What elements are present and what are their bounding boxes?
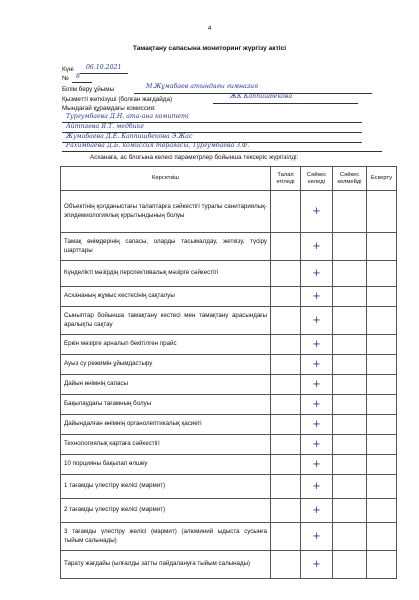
row-noncompliant	[333, 335, 367, 355]
row-indicator: 1 тағамды үлестіру желісі (мармит)	[61, 475, 271, 499]
row-compliant-mark: +	[301, 475, 333, 499]
row-compliant-mark: +	[301, 287, 333, 307]
row-indicator: 3 тағамды үлестіру желісі (мармит) (алюминий ыдыста сусынға тыйым салынады)	[61, 523, 271, 551]
row-note	[367, 435, 397, 455]
commission-underline-4	[62, 151, 382, 152]
commission-label: Мындағай құрамдағы комиссия:	[62, 105, 156, 112]
commission-line-3: Жумабаева Д.Е. Каппишбекова Э.Жас	[66, 133, 193, 140]
table-row	[61, 551, 397, 579]
row-compliant-mark: +	[301, 415, 333, 435]
table-row	[61, 261, 397, 287]
row-noncompliant	[333, 287, 367, 307]
row-noncompliant	[333, 261, 367, 287]
row-required	[271, 335, 301, 355]
row-required	[271, 475, 301, 499]
row-compliant-mark: +	[301, 395, 333, 415]
row-indicator: Дайындалған өнімнің органолептикалық қасиеті	[61, 415, 271, 435]
row-indicator: Дайын өнімнің сапасы	[61, 375, 271, 395]
service-value: ЖК Каппишбекова	[230, 93, 293, 100]
row-noncompliant	[333, 475, 367, 499]
row-indicator: Технологиялық картаға сәйкестігі	[61, 435, 271, 455]
row-compliant-mark: +	[301, 307, 333, 335]
service-underline	[213, 103, 358, 104]
commission-line-2: Айтпаева Я.Т. медбике	[66, 123, 144, 130]
table-header-row	[61, 167, 397, 191]
row-required	[271, 435, 301, 455]
row-note	[367, 287, 397, 307]
table-row	[61, 307, 397, 335]
table-row	[61, 191, 397, 233]
row-required	[271, 499, 301, 523]
row-indicator: Тарату жағдайы (ылғалды затты пайдалануға тыйым салынады)	[61, 551, 271, 579]
page-number: 4	[207, 26, 212, 32]
row-noncompliant	[333, 499, 367, 523]
row-indicator: Тамақ өнімдерінің сапасы, оларды тасымалдау, жеткізу, түсіру шарттары	[61, 233, 271, 261]
row-compliant-mark: +	[301, 191, 333, 233]
row-compliant-mark: +	[301, 523, 333, 551]
table-row	[61, 355, 397, 375]
row-note	[367, 415, 397, 435]
header-note: Ескерту	[367, 167, 397, 191]
number-underline	[72, 82, 92, 83]
row-noncompliant	[333, 395, 367, 415]
row-noncompliant	[333, 455, 367, 475]
row-note	[367, 261, 397, 287]
row-noncompliant	[333, 375, 367, 395]
number-label: №	[62, 75, 69, 82]
row-compliant-mark: +	[301, 551, 333, 579]
header-required: Талап етіледі	[271, 167, 301, 191]
row-note	[367, 523, 397, 551]
intro-text: Асханаға, ас блогына келесі параметрлер бойынша тексеріс жүргізілді:	[90, 154, 299, 161]
row-note	[367, 375, 397, 395]
row-noncompliant	[333, 435, 367, 455]
row-note	[367, 551, 397, 579]
row-indicator: 10 порцияны бақылап өлшеу	[61, 455, 271, 475]
row-indicator: Күнделікті мәзірдің перспективалық мәзірге сәйкестігі	[61, 261, 271, 287]
row-required	[271, 395, 301, 415]
commission-line-1: Тургумбаева Д.Н. ата-ана комитеті	[66, 113, 189, 120]
row-compliant-mark: +	[301, 499, 333, 523]
table-row	[61, 287, 397, 307]
row-note	[367, 335, 397, 355]
date-underline	[80, 73, 128, 74]
row-compliant-mark: +	[301, 455, 333, 475]
row-indicator: Ауыз су режимін ұйымдастыру	[61, 355, 271, 375]
row-noncompliant	[333, 415, 367, 435]
row-required	[271, 307, 301, 335]
row-note	[367, 307, 397, 335]
row-noncompliant	[333, 191, 367, 233]
row-indicator: Сыныптар бойынша тамақтану кестесі мен тамақтану арасындағы аралықты сақтау	[61, 307, 271, 335]
header-noncompliant: Сәйкес келмейді	[333, 167, 367, 191]
monitoring-table	[60, 166, 397, 579]
row-required	[271, 355, 301, 375]
row-required	[271, 287, 301, 307]
row-indicator: Объектінің қолданыстағы талаптарға сәйкестігі туралы санитариялық-эпидемиологиялық қорытындының болуы	[61, 191, 271, 233]
table-row	[61, 435, 397, 455]
row-note	[367, 499, 397, 523]
table-row	[61, 499, 397, 523]
row-noncompliant	[333, 523, 367, 551]
row-compliant-mark: +	[301, 435, 333, 455]
row-note	[367, 191, 397, 233]
date-value: 06.10.2021	[86, 64, 122, 71]
table-row	[61, 233, 397, 261]
row-required	[271, 523, 301, 551]
row-required	[271, 551, 301, 579]
service-label: Қызметті жеткізуші (болған жағдайда)	[62, 96, 173, 103]
row-required	[271, 455, 301, 475]
row-compliant-mark: +	[301, 233, 333, 261]
row-compliant-mark: +	[301, 335, 333, 355]
school-value: М.Жұмабаев атындағы гимназия	[146, 83, 259, 90]
row-note	[367, 355, 397, 375]
row-indicator: Бақылаудағы тағамның болуы	[61, 395, 271, 415]
row-indicator: 2 тағамды үлестіру желісі (мармит)	[61, 499, 271, 523]
table-row	[61, 335, 397, 355]
row-note	[367, 475, 397, 499]
row-compliant-mark: +	[301, 261, 333, 287]
header-compliant: Сәйкес келеді	[301, 167, 333, 191]
row-note	[367, 395, 397, 415]
table-row	[61, 523, 397, 551]
row-required	[271, 191, 301, 233]
table-row	[61, 395, 397, 415]
number-value: 8	[76, 73, 80, 80]
row-noncompliant	[333, 233, 367, 261]
row-indicator: Еркін мәзірге арналып бекітілген прайс	[61, 335, 271, 355]
row-noncompliant	[333, 355, 367, 375]
header-indicator: Көрсеткіш	[61, 167, 271, 191]
row-noncompliant	[333, 307, 367, 335]
row-indicator: Асхананың жұмыс кестесінің сақталуы	[61, 287, 271, 307]
commission-line-4: Рахимбаева Д.Б. комиссия төрағасы, Тургумбаева З.Ф.	[66, 142, 250, 149]
table-row	[61, 475, 397, 499]
table-row	[61, 455, 397, 475]
document-title: Тамақтану сапасына мониторинг жүргізу актісі	[132, 45, 287, 52]
row-required	[271, 233, 301, 261]
date-label: Күні	[62, 66, 74, 73]
row-note	[367, 455, 397, 475]
row-required	[271, 261, 301, 287]
row-compliant-mark: +	[301, 375, 333, 395]
row-required	[271, 375, 301, 395]
row-compliant-mark: +	[301, 355, 333, 375]
school-label: Білім беру ұйымы	[62, 86, 115, 93]
row-required	[271, 415, 301, 435]
row-note	[367, 233, 397, 261]
row-noncompliant	[333, 551, 367, 579]
table-row	[61, 415, 397, 435]
table-row	[61, 375, 397, 395]
